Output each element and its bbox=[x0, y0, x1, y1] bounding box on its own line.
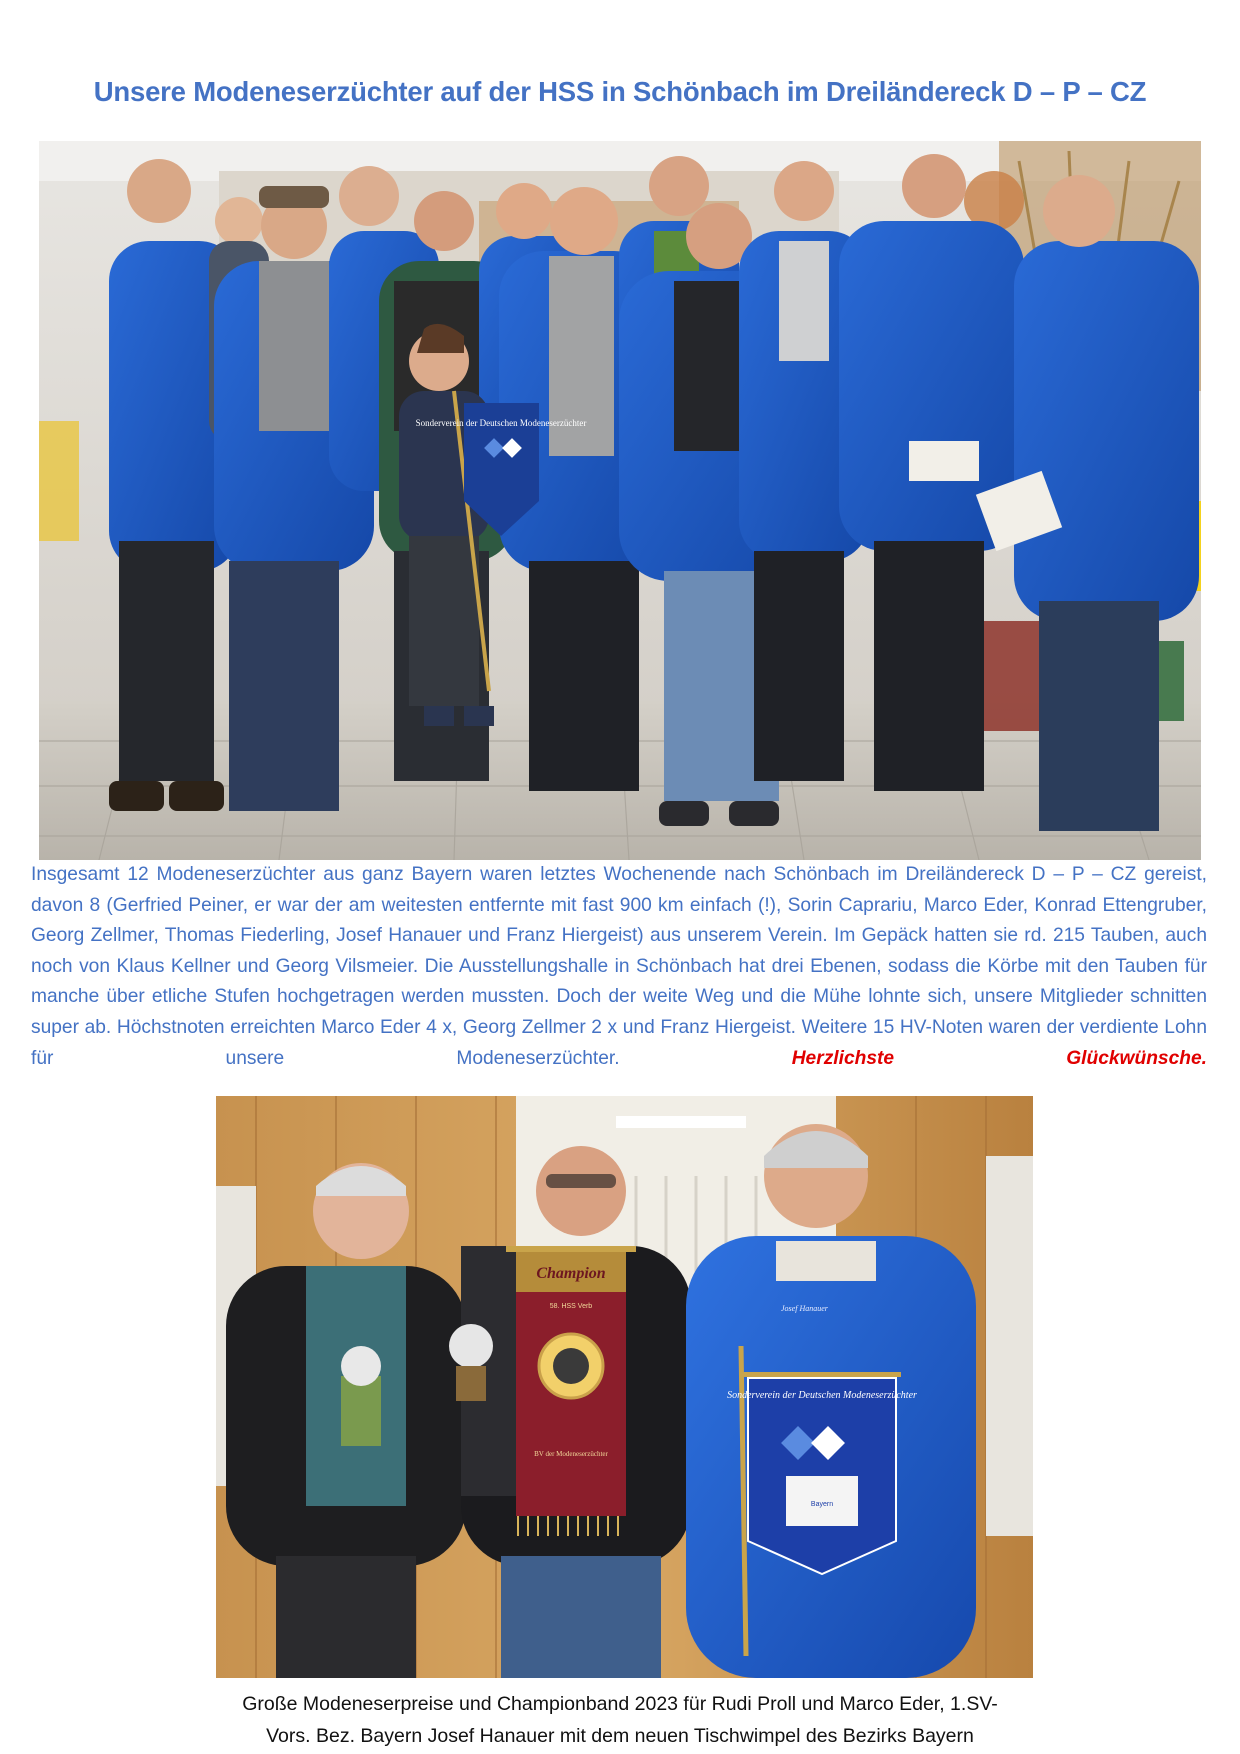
champion-banner bbox=[506, 1246, 636, 1536]
group-photo bbox=[39, 141, 1201, 860]
banner-text: Sonderverein der Deutschen Modeneserzüchter bbox=[415, 418, 587, 428]
paragraph-text: Insgesamt 12 Modeneserzüchter aus ganz Bayern waren letztes Wochenende nach Schönbach im Dreiländereck D – P – CZ gereist, davon 8 (Gerfried Peiner, er war der am weitesten entfernte mit fast 900 km einfach (!), Sorin Caprariu, Marco Eder, Konrad Ettengruber, Georg Zellmer, Thomas Fiederling, Josef Hanauer und Franz Hiergeist) aus unserem Verein. Im Gepäck hatten sie rd. 215 Tauben, auch noch von Klaus Kellner und Georg Vilsmeier. Die Ausstellungshalle in Schönbach hat drei Ebenen, sodass die Körbe mit den Tauben für manche über etliche Stufen hochgetragen werden mussten. Doch der weite Weg und die Mühe lohnte sich, unsere Mitglieder schnitten super ab. Höchstnoten erreichten Marco Eder 4 x, Georg Zellmer 2 x und Franz Hiergeist. Weitere 15 HV-Noten waren der verdiente Lohn für unsere Modeneserzüchter. bbox=[31, 864, 1207, 1069]
photo-caption bbox=[140, 1688, 1100, 1752]
congrats-text: Herzlichste Glückwünsche. bbox=[791, 1047, 1207, 1069]
table-banner-text: Sonderverein der Deutschen Modeneserzüchter bbox=[727, 1390, 917, 1401]
page-title: Unsere Modeneserzüchter auf der HSS in Schönbach im Dreiländereck D – P – CZ bbox=[93, 76, 1147, 107]
champion-lower: BV der Modeneserzüchter bbox=[534, 1450, 608, 1458]
champion-line: 58. HSS Verb bbox=[549, 1303, 593, 1310]
article-paragraph bbox=[31, 860, 1207, 1074]
award-photo bbox=[216, 1096, 1033, 1678]
jacket-name: Josef Hanauer bbox=[781, 1304, 828, 1313]
champion-title: Champion bbox=[536, 1265, 606, 1282]
table-banner-lower: Bayern bbox=[810, 1501, 834, 1508]
caption-line-2: Vors. Bez. Bayern Josef Hanauer mit dem neuen Tischwimpel des Bezirks Bayern bbox=[266, 1725, 974, 1747]
caption-line-1: Große Modeneserpreise und Championband 2023 für Rudi Proll und Marco Eder, 1.SV- bbox=[242, 1693, 998, 1715]
